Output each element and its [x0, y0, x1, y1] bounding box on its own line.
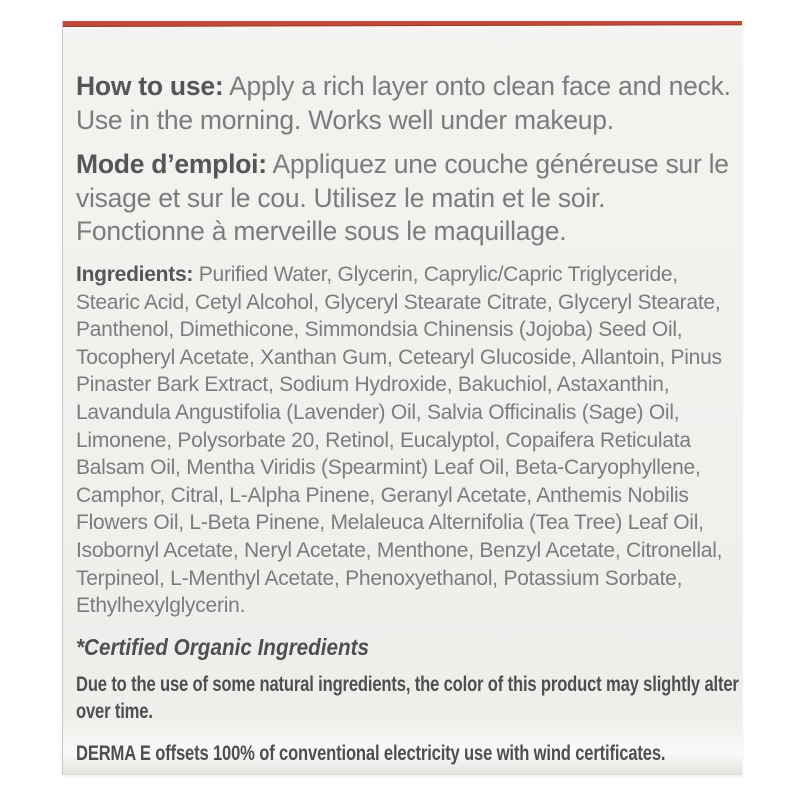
mode-demploi-text: Appliquez une couche généreuse sur le visage et sur le cou. Utilisez le matin et le soir. Fonctionne à merveille sous le maquillage. [76, 149, 729, 246]
color-change-note: Due to the use of some natural ingredients, the color of this product may slightly alter over time. [76, 672, 739, 723]
mode-demploi-label: Mode d’emploi: [76, 149, 267, 179]
how-to-use-paragraph [76, 70, 740, 137]
ingredients-text: Purified Water, Glycerin, Caprylic/Capric Triglyceride, Stearic Acid, Cetyl Alcohol, Glyceryl Stearate Citrate, Glyceryl Stearate, Panthenol, Dimethicone, Simmondsia Chinensis (Jojoba) Seed Oil, Tocopheryl Acetate, Xanthan Gum, Cetearyl Glucoside, Allantoin, Pinus Pinaster Bark Extract, Sodium Hydroxide, Bakuchiol, Astaxanthin, Lavandula Angustifolia (Lavender) Oil, Salvia Officinalis (Sage) Oil, Limonene, Polysorbate 20, Retinol, Eucalyptol, Copaifera Reticulata Balsam Oil, Mentha Viridis (Spearmint) Leaf Oil, Beta-Caryophyllene, Camphor, Citral, L-Alpha Pinene, Geranyl Acetate, Anthemis Nobilis Flowers Oil, L-Beta Pinene, Melaleuca Alternifolia (Tea Tree) Leaf Oil, Isobornyl Acetate, Neryl Acetate, Menthone, Benzyl Acetate, Citronellal, Terpineol, L-Menthyl Acetate, Phenoxyethanol, Potassium Sorbate, Ethylhexylglycerin. [76, 263, 723, 618]
certified-organic-note: *Certified Organic Ingredients [76, 633, 370, 660]
wind-certificates-note: DERMA E offsets 100% of conventional electricity use with wind certificates. [76, 741, 666, 765]
ingredients-paragraph [76, 261, 742, 620]
how-to-use-text: Apply a rich layer onto clean face and neck. Use in the morning. Works well under makeup. [76, 71, 731, 135]
how-to-use-label: How to use: [76, 71, 224, 101]
mode-demploi-paragraph [76, 148, 740, 249]
package-back-panel [62, 21, 742, 775]
lower-text-column [76, 261, 742, 767]
ingredients-label: Ingredients: [76, 263, 194, 286]
accent-stripe [63, 21, 742, 27]
